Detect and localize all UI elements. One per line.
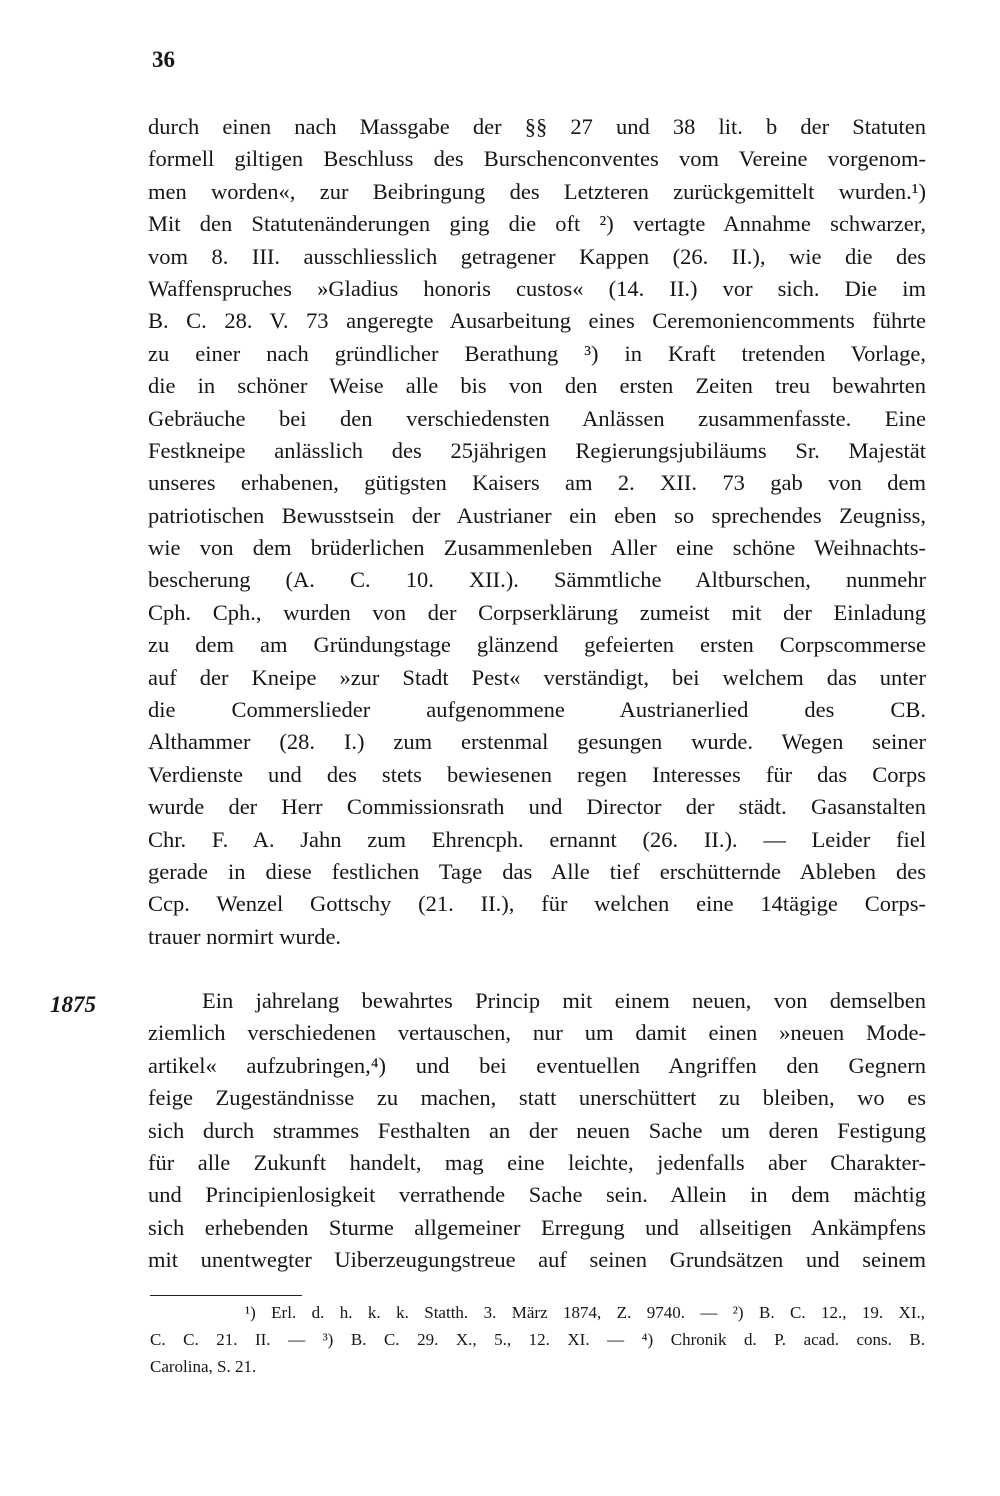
- text-line: die Commerslieder aufgenommene Austrianerlied des CB.: [148, 697, 926, 723]
- text-line: Chr. F. A. Jahn zum Ehrencph. ernannt (26. II.). — Leider fiel: [148, 826, 926, 852]
- footnotes: [150, 1299, 925, 1380]
- footnote-line: C. C. 21. II. — ³) B. C. 29. X., 5., 12. XI. — ⁴) Chronik d. P. acad. cons. B.: [150, 1330, 925, 1349]
- text-line: wurde der Herr Commissionsrath und Director der städt. Gasanstalten: [148, 794, 926, 820]
- page-number: 36: [152, 47, 175, 72]
- text-line: Gebräuche bei den verschiedensten Anlässen zusammenfasste. Eine: [148, 405, 926, 431]
- text-line: sich durch strammes Festhalten an der neuen Sache um deren Festigung: [148, 1117, 926, 1143]
- text-line: und Principienlosigkeit verrathende Sache sein. Allein in dem mächtig: [148, 1182, 926, 1208]
- second-paragraph: [148, 985, 926, 1277]
- text-line: Mit den Statutenänderungen ging die oft ²) vertagte Annahme schwarzer,: [148, 211, 926, 237]
- text-line: trauer normirt wurde.: [148, 923, 342, 949]
- footnote-line: Carolina, S. 21.: [150, 1357, 257, 1376]
- text-line: zu einer nach gründlicher Berathung ³) in Kraft tretenden Vorlage,: [148, 340, 926, 366]
- main-paragraph: [148, 111, 926, 953]
- text-line: mit unentwegter Uiberzeugungstreue auf seinen Grundsätzen und seinem: [148, 1247, 926, 1273]
- text-line: sich erhebenden Sturme allgemeiner Erregung und allseitigen Ankämpfens: [148, 1214, 926, 1240]
- text-line: feige Zugeständnisse zu machen, statt unerschüttert zu bleiben, wo es: [148, 1085, 926, 1111]
- margin-year: 1875: [50, 992, 96, 1017]
- text-line: Festkneipe anlässlich des 25jährigen Regierungsjubiläums Sr. Majestät: [148, 437, 926, 463]
- text-line: auf der Kneipe »zur Stadt Pest« verständigt, bei welchem das unter: [148, 664, 926, 690]
- text-line: ziemlich verschiedenen vertauschen, nur um damit einen »neuen Mode-: [148, 1020, 926, 1046]
- text-line: Verdienste und des stets bewiesenen regen Interesses für das Corps: [148, 761, 926, 787]
- text-line: Ein jahrelang bewahrtes Princip mit einem neuen, von demselben: [202, 988, 926, 1013]
- text-line: Waffenspruches »Gladius honoris custos« (14. II.) vor sich. Die im: [148, 275, 926, 301]
- text-line: vom 8. III. ausschliesslich getragener Kappen (26. II.), wie die des: [148, 243, 926, 269]
- text-line: wie von dem brüderlichen Zusammenleben Aller eine schöne Weihnachts-: [148, 535, 926, 561]
- text-line: formell giltigen Beschluss des Burschenconventes vom Vereine vorgenom-: [148, 146, 926, 172]
- text-line: artikel« aufzubringen,⁴) und bei eventuellen Angriffen den Gegnern: [148, 1052, 926, 1078]
- text-line: B. C. 28. V. 73 angeregte Ausarbeitung eines Ceremoniencomments führte: [148, 308, 926, 334]
- text-line: die in schöner Weise alle bis von den ersten Zeiten treu bewahrten: [148, 373, 926, 399]
- text-line: bescherung (A. C. 10. XII.). Sämmtliche Altburschen, nunmehr: [148, 567, 926, 593]
- text-line: gerade in diese festlichen Tage das Alle tief erschütternde Ableben des: [148, 858, 926, 884]
- text-line: Ccp. Wenzel Gottschy (21. II.), für welchen eine 14tägige Corps-: [148, 891, 926, 917]
- text-line: unseres erhabenen, gütigsten Kaisers am 2. XII. 73 gab von dem: [148, 470, 926, 496]
- text-line: zu dem am Gründungstage glänzend gefeierten ersten Corpscommerse: [148, 632, 926, 658]
- text-line: durch einen nach Massgabe der §§ 27 und 38 lit. b der Statuten: [148, 114, 926, 139]
- text-line: Cph. Cph., wurden von der Corpserklärung zumeist mit der Einladung: [148, 599, 926, 625]
- text-line: Althammer (28. I.) zum erstenmal gesungen wurde. Wegen seiner: [148, 729, 926, 755]
- text-line: men worden«, zur Beibringung des Letzteren zurückgemittelt wurden.¹): [148, 178, 926, 204]
- text-line: für alle Zukunft handelt, mag eine leichte, jedenfalls aber Charakter-: [148, 1149, 926, 1175]
- footnote-line: ¹) Erl. d. h. k. k. Statth. 3. März 1874, Z. 9740. — ²) B. C. 12., 19. XI.,: [245, 1303, 925, 1322]
- footnote-rule: [150, 1295, 302, 1296]
- text-line: patriotischen Bewusstsein der Austrianer ein eben so sprechendes Zeugniss,: [148, 502, 926, 528]
